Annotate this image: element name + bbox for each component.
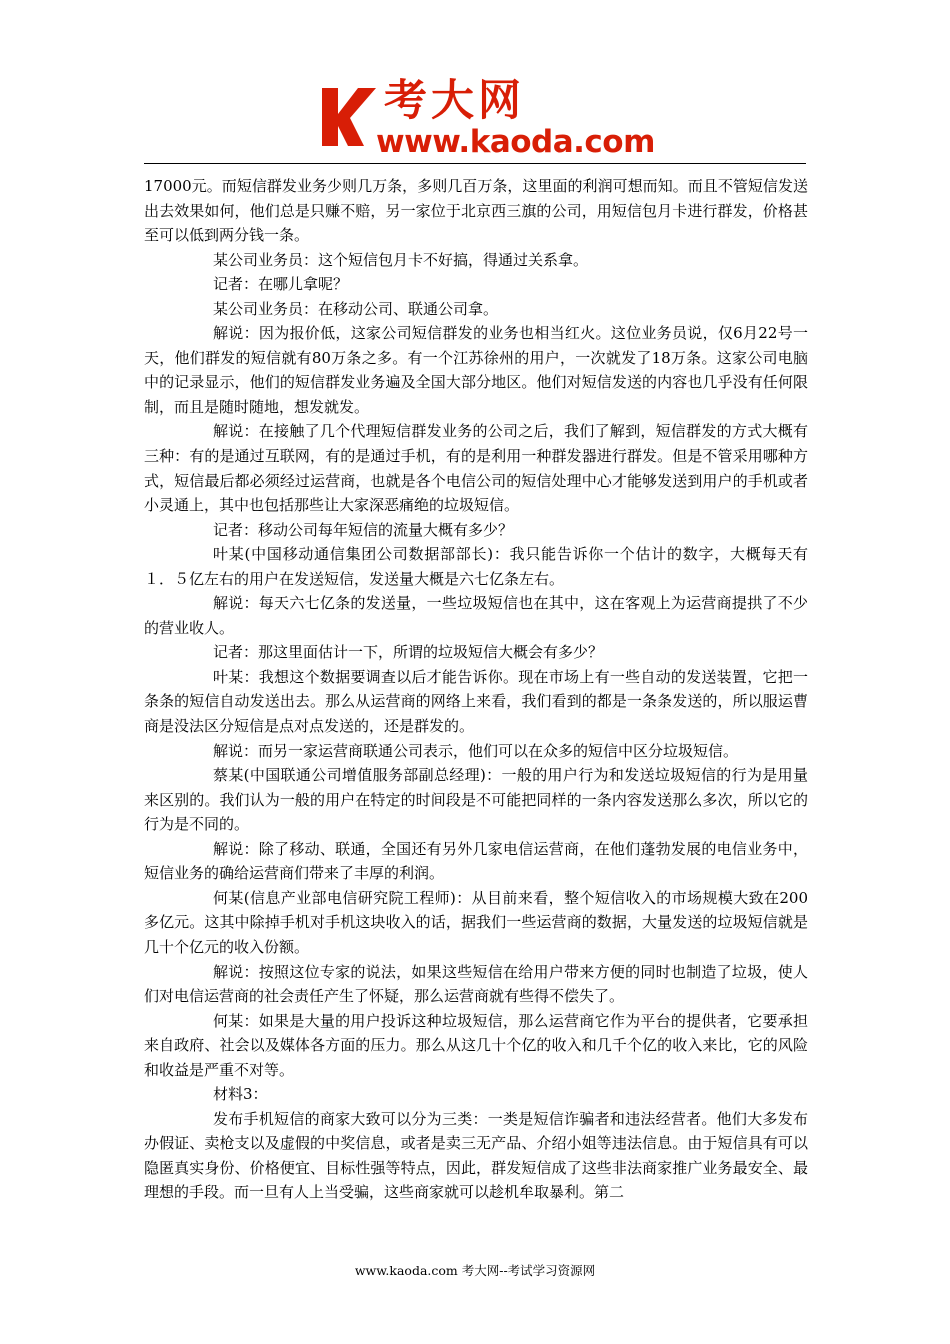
paragraph: 材料3： [213,1085,268,1104]
kaoda-k-logo-icon [318,84,378,150]
header-divider [144,163,806,164]
logo-chinese-text: 考大网 [384,76,525,126]
paragraph: 解说：除了移动、联通，全国还有另外几家电信运营商，在他们蓬勃发展的电信业务中，短信业务的确给运营商们带来了丰厚的利润。 [144,839,808,883]
paragraph: 17000元。而短信群发业务少则几万条，多则几百万条，这里面的利润可想而知。而且不管短信发送出去效果如何，他们总是只赚不赔，另一家位于北京西三旗的公司，用短信包月卡进行群发，价格甚至可以低到两分钱一条。 [144,177,808,245]
paragraph: 何某：如果是大量的用户投诉这种垃圾短信，那么运营商它作为平台的提供者，它要承担来自政府、社会以及媒体各方面的压力。那么从这几十个亿的收入和几千个亿的收入来比，它的风险和收益是严重不对等。 [144,1011,808,1079]
page-header [0,0,950,170]
paragraph: 解说：每天六七亿条的发送量，一些垃圾短信也在其中，这在客观上为运营商提拱了不少的营业收人。 [144,594,808,637]
document-body [144,174,808,1205]
paragraph: 叶某(中国移动通信集团公司数据部部长)：我只能告诉你一个估计的数字，大概每天有１．５亿左右的用户在发送短信，发送量大概是六七亿条左右。 [144,545,808,588]
paragraph: 蔡某(中国联通公司增值服务部副总经理)：一般的用户行为和发送垃圾短信的行为是用量来区别的。我们认为一般的用户在特定的时间段是不可能把同样的一条内容发送那么多次，所以它的行为是不同的。 [144,766,808,834]
paragraph: 某公司业务员：在移动公司、联通公司拿。 [213,299,499,318]
paragraph: 记者：那这里面估计一下，所谓的垃圾短信大概会有多少？ [213,643,604,662]
paragraph: 解说：在接触了几个代理短信群发业务的公司之后，我们了解到，短信群发的方式大概有三种：有的是通过互联网，有的是通过手机，有的是利用一种群发器进行群发。但是不管采用哪种方式，短信最后都必须经过运营商，也就是各个电信公司的短信处理中心才能够发送到用户的手机或者小灵通上，其中也包括那些让大家深恶痛绝的垃圾短信。 [144,422,808,515]
paragraph: 发布手机短信的商家大致可以分为三类：一类是短信诈骗者和违法经营者。他们大多发布办假证、卖枪支以及虚假的中奖信息，或者是卖三无产品、介绍小姐等违法信息。由于短信具有可以隐匿真实身份、价格便宜、目标性强等特点，因此，群发短信成了这些非法商家推广业务最安全、最理想的手段。而一旦有人上当受骗，这些商家就可以趁机牟取暴利。第二 [144,1109,808,1202]
paragraph: 记者：移动公司每年短信的流量大概有多少？ [213,520,514,539]
paragraph: 某公司业务员：这个短信包月卡不好搞，得通过关系拿。 [213,250,589,269]
paragraph: 解说：按照这位专家的说法，如果这些短信在给用户带来方便的同时也制造了垃圾，使人们对电信运营商的社会责任产生了怀疑，那么运营商就有些得不偿失了。 [144,962,808,1006]
paragraph: 叶某：我想这个数据要调查以后才能告诉你。现在市场上有一些自动的发送装置，它把一条条的短信自动发送出去。那么从运营商的网络上来看，我们看到的都是一条条发送的，所以服运曹商是没法区分短信是点对点发送的，还是群发的。 [144,667,808,736]
paragraph: 解说：因为报价低，这家公司短信群发的业务也相当红火。这位业务员说，仅6月22号一天，他们群发的短信就有80万条之多。有一个江苏徐州的用户，一次就发了18万条。这家公司电脑中的记录显示，他们的短信群发业务遍及全国大部分地区。他们对短信发送的内容也几乎没有任何限制，而且是随时随地，想发就发。 [144,324,808,416]
paragraph: 何某(信息产业部电信研究院工程师)：从目前来看，整个短信收入的市场规模大致在200多亿元。这其中除掉手机对手机这块收入的话，据我们一些运营商的数据，大量发送的垃圾短信就是几十个亿元的收入份额。 [144,888,808,956]
page-footer: www.kaoda.com 考大网--考试学习资源网 [354,1263,596,1278]
paragraph: 记者：在哪儿拿呢？ [213,275,349,294]
logo-url-text: www.kaoda.com [376,124,655,160]
paragraph: 解说：而另一家运营商联通公司表示，他们可以在众多的短信中区分垃圾短信。 [213,741,739,760]
